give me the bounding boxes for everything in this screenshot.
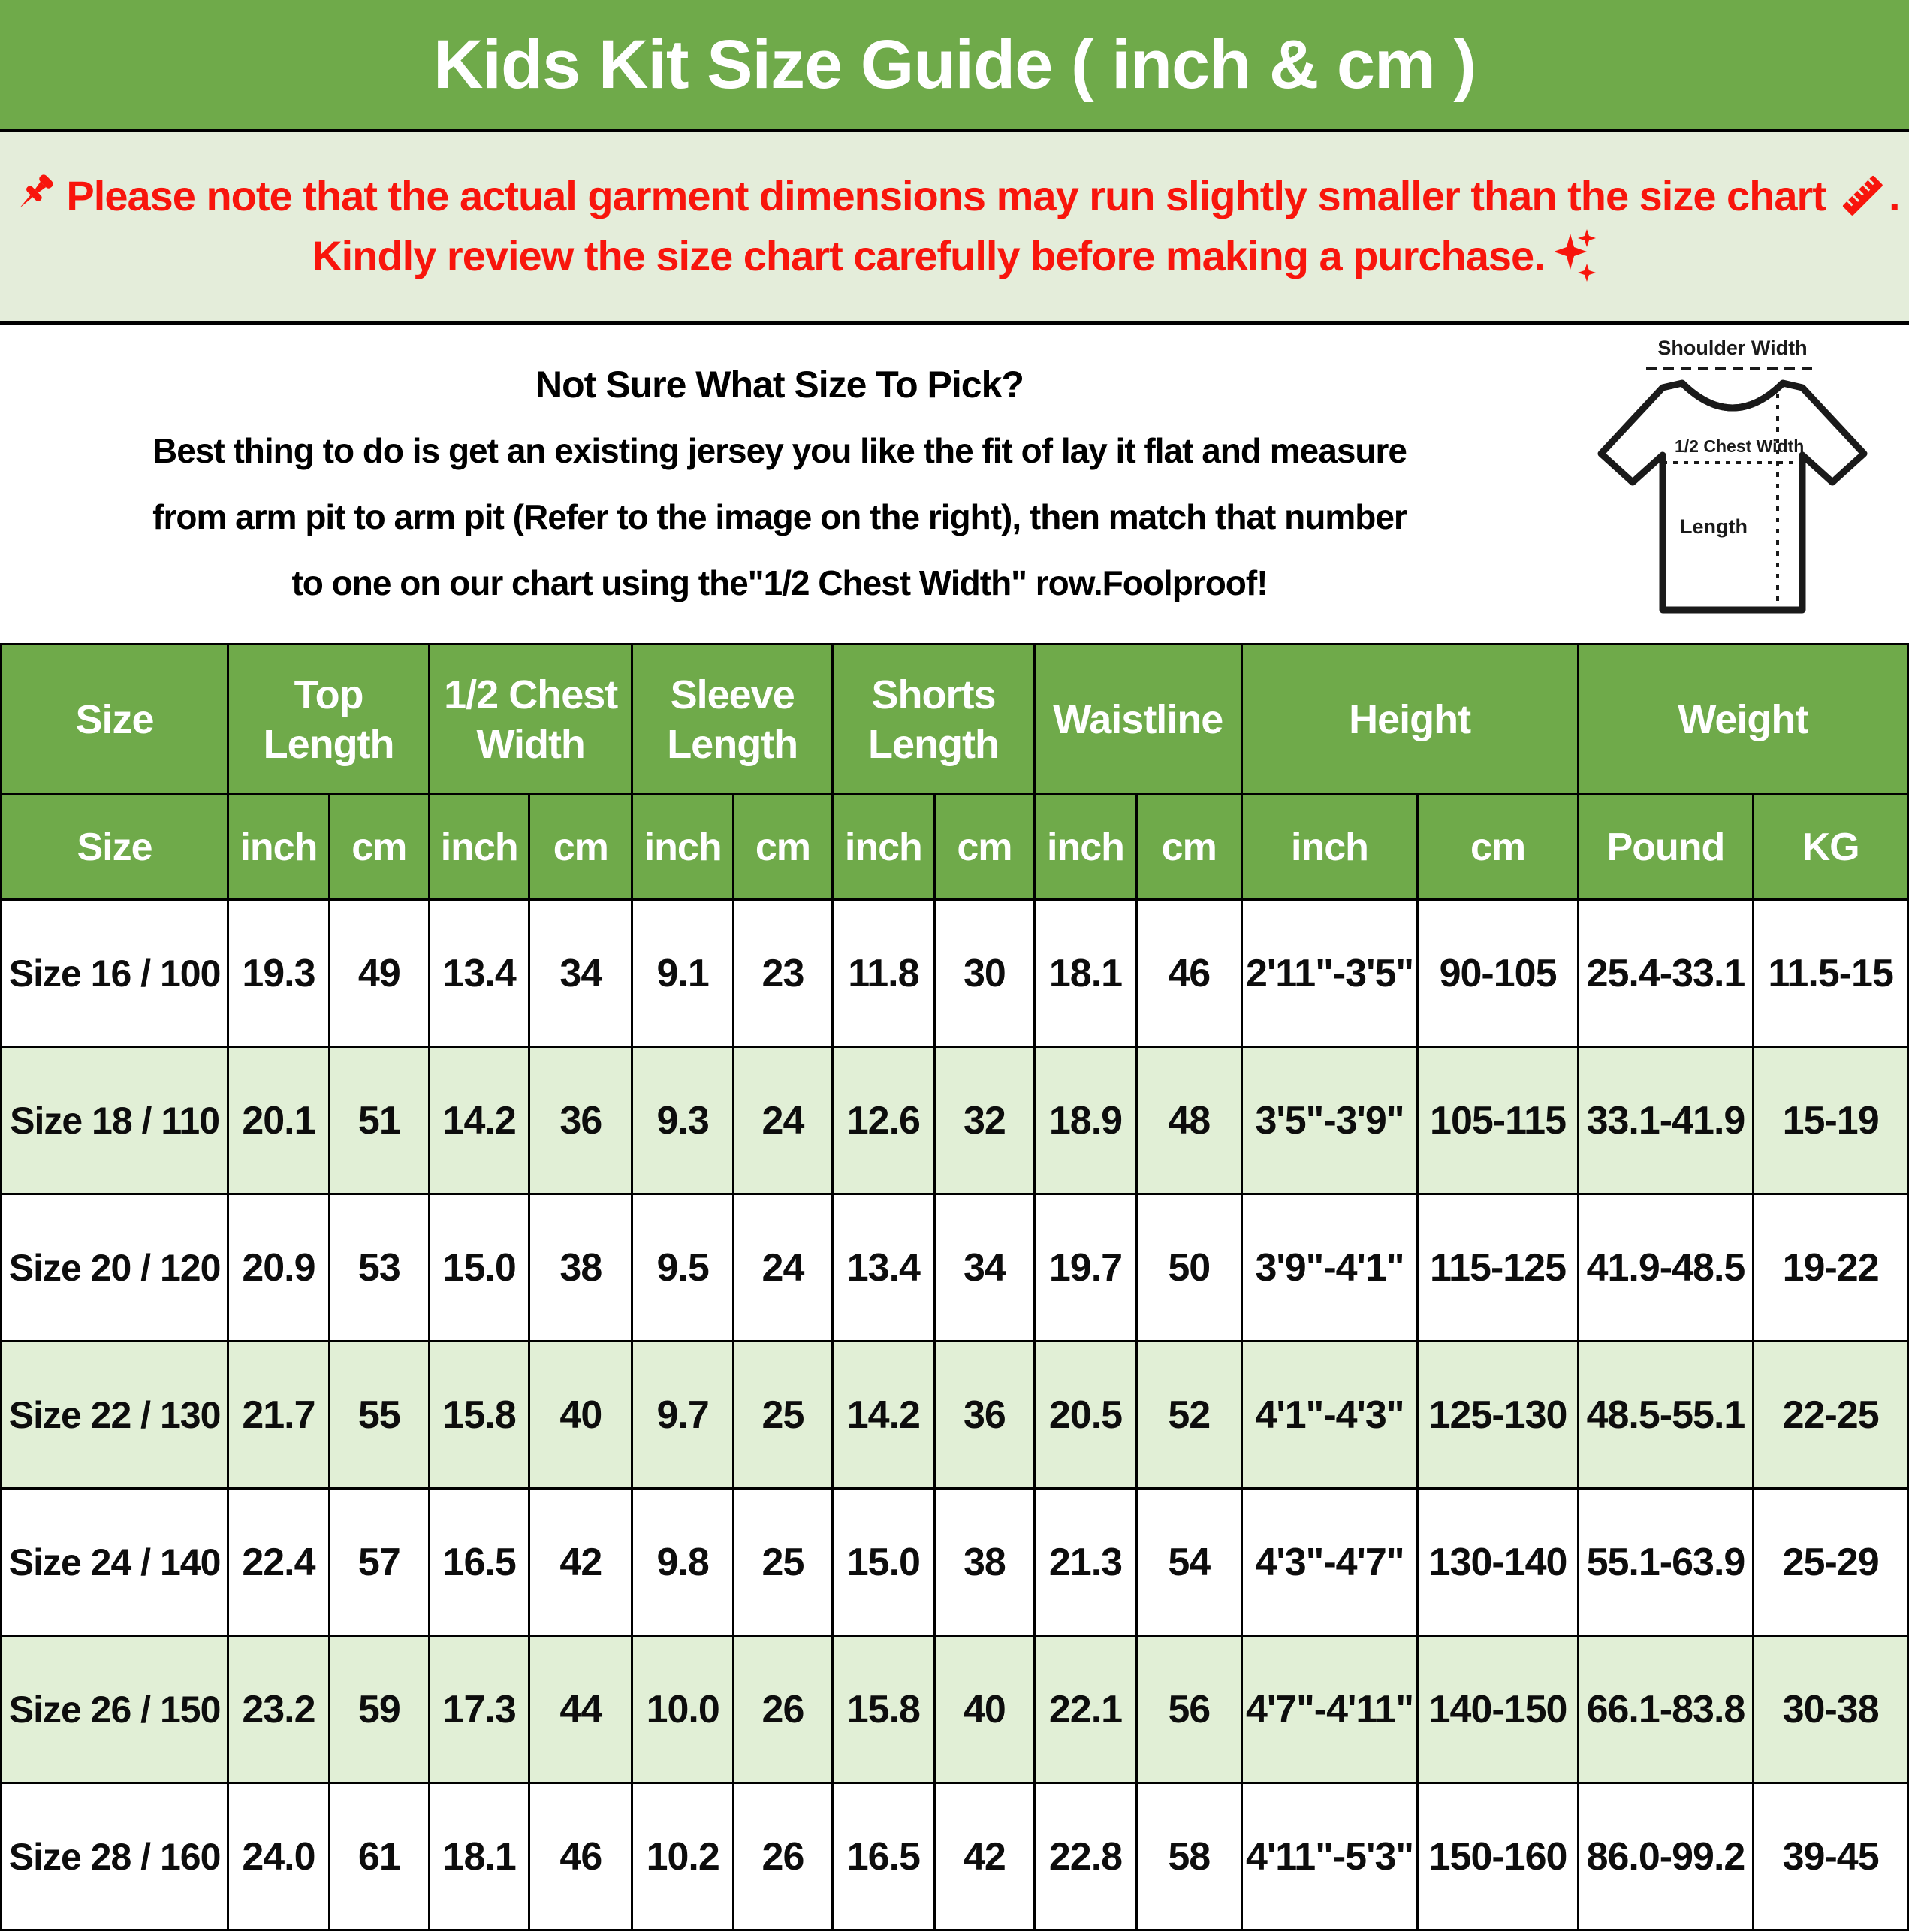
unit-header: cm — [1418, 795, 1578, 900]
table-cell: 4'1"-4'3" — [1241, 1342, 1418, 1489]
guide-heading: Not Sure What Size To Pick? — [535, 364, 1024, 406]
table-row — [2, 1783, 1908, 1930]
table-cell: 42 — [934, 1783, 1034, 1930]
table-cell: 25 — [733, 1489, 832, 1636]
table-row — [2, 1047, 1908, 1194]
notice-line-1 — [9, 171, 1899, 220]
table-cell: 4'11"-5'3" — [1241, 1783, 1418, 1930]
table-cell: 56 — [1136, 1636, 1241, 1783]
row-size-label: Size 22 / 130 — [2, 1342, 228, 1489]
table-cell: 33.1-41.9 — [1578, 1047, 1754, 1194]
guide-line-2: Best thing to do is get an existing jersey you like the fit of lay it flat and measure — [152, 431, 1407, 470]
table-cell: 115-125 — [1418, 1194, 1578, 1342]
table-cell: 125-130 — [1418, 1342, 1578, 1489]
table-cell: 14.2 — [832, 1342, 934, 1489]
row-size-label: Size 26 / 150 — [2, 1636, 228, 1783]
unit-header: KG — [1754, 795, 1908, 900]
table-cell: 49 — [329, 900, 429, 1047]
red-pushpin-icon — [9, 171, 59, 220]
table-cell: 25 — [733, 1342, 832, 1489]
table-cell: 57 — [329, 1489, 429, 1636]
notice-line-1-text: Please note that the actual garment dimensions may run slightly smaller than the size chart — [66, 171, 1826, 219]
table-cell: 22.4 — [228, 1489, 330, 1636]
table-cell: 18.1 — [1035, 900, 1137, 1047]
table-cell: 24.0 — [228, 1783, 330, 1930]
row-size-label: Size 18 / 110 — [2, 1047, 228, 1194]
col-group-height: Height — [1241, 645, 1578, 795]
table-cell: 32 — [934, 1047, 1034, 1194]
table-row — [2, 1342, 1908, 1489]
col-group-shorts-length: Shorts Length — [832, 645, 1034, 795]
diagram-length-label: Length — [1680, 515, 1748, 538]
table-cell: 34 — [934, 1194, 1034, 1342]
table-row — [2, 900, 1908, 1047]
table-group-header-row — [2, 645, 1908, 795]
table-cell: 4'7"-4'11" — [1241, 1636, 1418, 1783]
table-cell: 15.8 — [430, 1342, 529, 1489]
table-cell: 23.2 — [228, 1636, 330, 1783]
table-cell: 20.1 — [228, 1047, 330, 1194]
col-group-size: Size — [2, 645, 228, 795]
table-cell: 61 — [329, 1783, 429, 1930]
table-cell: 46 — [529, 1783, 632, 1930]
table-cell: 19.7 — [1035, 1194, 1137, 1342]
table-cell: 19-22 — [1754, 1194, 1908, 1342]
col-group-waistline: Waistline — [1035, 645, 1241, 795]
table-cell: 38 — [529, 1194, 632, 1342]
red-ruler-icon — [1836, 171, 1889, 220]
table-cell: 26 — [733, 1636, 832, 1783]
table-cell: 9.8 — [632, 1489, 734, 1636]
table-cell: 4'3"-4'7" — [1241, 1489, 1418, 1636]
unit-header: inch — [632, 795, 734, 900]
table-cell: 15-19 — [1754, 1047, 1908, 1194]
size-table-body — [2, 900, 1908, 1930]
measuring-guide-text — [0, 325, 1556, 643]
table-cell: 24 — [733, 1194, 832, 1342]
table-cell: 25.4-33.1 — [1578, 900, 1754, 1047]
table-row — [2, 1489, 1908, 1636]
page-title: Kids Kit Size Guide ( inch & cm ) — [433, 26, 1476, 103]
table-cell: 90-105 — [1418, 900, 1578, 1047]
row-size-label: Size 24 / 140 — [2, 1489, 228, 1636]
col-group-weight: Weight — [1578, 645, 1907, 795]
row-size-label: Size 28 / 160 — [2, 1783, 228, 1930]
table-cell: 9.7 — [632, 1342, 734, 1489]
notice-line-2 — [312, 228, 1597, 283]
table-cell: 22.1 — [1035, 1636, 1137, 1783]
unit-header: cm — [529, 795, 632, 900]
col-group-chest-width: 1/2 Chest Width — [430, 645, 632, 795]
table-cell: 26 — [733, 1783, 832, 1930]
table-cell: 40 — [529, 1342, 632, 1489]
table-cell: 150-160 — [1418, 1783, 1578, 1930]
col-group-top-length: Top Length — [228, 645, 430, 795]
table-cell: 130-140 — [1418, 1489, 1578, 1636]
notice-line-1-period: . — [1889, 171, 1900, 219]
table-cell: 36 — [934, 1342, 1034, 1489]
table-cell: 86.0-99.2 — [1578, 1783, 1754, 1930]
unit-header: inch — [1035, 795, 1137, 900]
size-table — [0, 643, 1909, 1931]
table-cell: 30 — [934, 900, 1034, 1047]
table-cell: 44 — [529, 1636, 632, 1783]
table-cell: 40 — [934, 1636, 1034, 1783]
table-cell: 10.0 — [632, 1636, 734, 1783]
unit-header: inch — [1241, 795, 1418, 900]
table-cell: 9.1 — [632, 900, 734, 1047]
table-cell: 42 — [529, 1489, 632, 1636]
table-cell: 39-45 — [1754, 1783, 1908, 1930]
table-cell: 140-150 — [1418, 1636, 1578, 1783]
unit-header: inch — [228, 795, 330, 900]
table-unit-header-row — [2, 795, 1908, 900]
guide-line-4: to one on our chart using the"1/2 Chest Width" row.Foolproof! — [291, 563, 1268, 602]
table-cell: 58 — [1136, 1783, 1241, 1930]
table-cell: 18.1 — [430, 1783, 529, 1930]
table-cell: 55.1-63.9 — [1578, 1489, 1754, 1636]
table-cell: 41.9-48.5 — [1578, 1194, 1754, 1342]
table-cell: 3'5"-3'9" — [1241, 1047, 1418, 1194]
table-cell: 21.3 — [1035, 1489, 1137, 1636]
table-cell: 15.0 — [832, 1489, 934, 1636]
notice-section — [0, 132, 1909, 321]
sparkles-icon — [1555, 228, 1597, 283]
table-cell: 16.5 — [832, 1783, 934, 1930]
table-cell: 46 — [1136, 900, 1241, 1047]
table-cell: 52 — [1136, 1342, 1241, 1489]
table-cell: 54 — [1136, 1489, 1241, 1636]
col-group-sleeve-length: Sleeve Length — [632, 645, 833, 795]
table-cell: 48.5-55.1 — [1578, 1342, 1754, 1489]
table-cell: 51 — [329, 1047, 429, 1194]
table-cell: 13.4 — [832, 1194, 934, 1342]
table-cell: 20.9 — [228, 1194, 330, 1342]
table-cell: 22-25 — [1754, 1342, 1908, 1489]
unit-header: Pound — [1578, 795, 1754, 900]
diagram-chest-label: 1/2 Chest Width — [1675, 436, 1805, 456]
title-band — [0, 0, 1909, 129]
tshirt-diagram — [1556, 325, 1909, 643]
table-cell: 14.2 — [430, 1047, 529, 1194]
table-cell: 12.6 — [832, 1047, 934, 1194]
row-size-label: Size 16 / 100 — [2, 900, 228, 1047]
unit-header: inch — [832, 795, 934, 900]
table-cell: 18.9 — [1035, 1047, 1137, 1194]
table-cell: 10.2 — [632, 1783, 734, 1930]
table-cell: 59 — [329, 1636, 429, 1783]
table-cell: 55 — [329, 1342, 429, 1489]
tshirt-outline — [1601, 383, 1864, 610]
table-cell: 9.5 — [632, 1194, 734, 1342]
table-cell: 3'9"-4'1" — [1241, 1194, 1418, 1342]
unit-header: cm — [934, 795, 1034, 900]
table-cell: 24 — [733, 1047, 832, 1194]
table-cell: 2'11"-3'5" — [1241, 900, 1418, 1047]
table-cell: 11.5-15 — [1754, 900, 1908, 1047]
measuring-guide-section — [0, 325, 1909, 643]
table-cell: 53 — [329, 1194, 429, 1342]
diagram-shoulder-label: Shoulder Width — [1657, 337, 1808, 359]
table-cell: 50 — [1136, 1194, 1241, 1342]
table-row — [2, 1636, 1908, 1783]
unit-header: Size — [2, 795, 228, 900]
table-cell: 16.5 — [430, 1489, 529, 1636]
table-cell: 30-38 — [1754, 1636, 1908, 1783]
table-cell: 38 — [934, 1489, 1034, 1636]
table-cell: 21.7 — [228, 1342, 330, 1489]
table-cell: 19.3 — [228, 900, 330, 1047]
unit-header: cm — [733, 795, 832, 900]
table-cell: 9.3 — [632, 1047, 734, 1194]
table-cell: 105-115 — [1418, 1047, 1578, 1194]
table-row — [2, 1194, 1908, 1342]
table-cell: 66.1-83.8 — [1578, 1636, 1754, 1783]
table-cell: 22.8 — [1035, 1783, 1137, 1930]
table-cell: 15.8 — [832, 1636, 934, 1783]
unit-header: cm — [329, 795, 429, 900]
row-size-label: Size 20 / 120 — [2, 1194, 228, 1342]
table-cell: 25-29 — [1754, 1489, 1908, 1636]
guide-line-3: from arm pit to arm pit (Refer to the image on the right), then match that number — [152, 497, 1407, 536]
table-cell: 23 — [733, 900, 832, 1047]
unit-header: cm — [1136, 795, 1241, 900]
table-cell: 13.4 — [430, 900, 529, 1047]
table-cell: 20.5 — [1035, 1342, 1137, 1489]
table-cell: 48 — [1136, 1047, 1241, 1194]
table-cell: 36 — [529, 1047, 632, 1194]
unit-header: inch — [430, 795, 529, 900]
table-cell: 17.3 — [430, 1636, 529, 1783]
notice-line-2-text: Kindly review the size chart carefully before making a purchase. — [312, 231, 1545, 279]
table-cell: 34 — [529, 900, 632, 1047]
table-cell: 11.8 — [832, 900, 934, 1047]
table-cell: 15.0 — [430, 1194, 529, 1342]
